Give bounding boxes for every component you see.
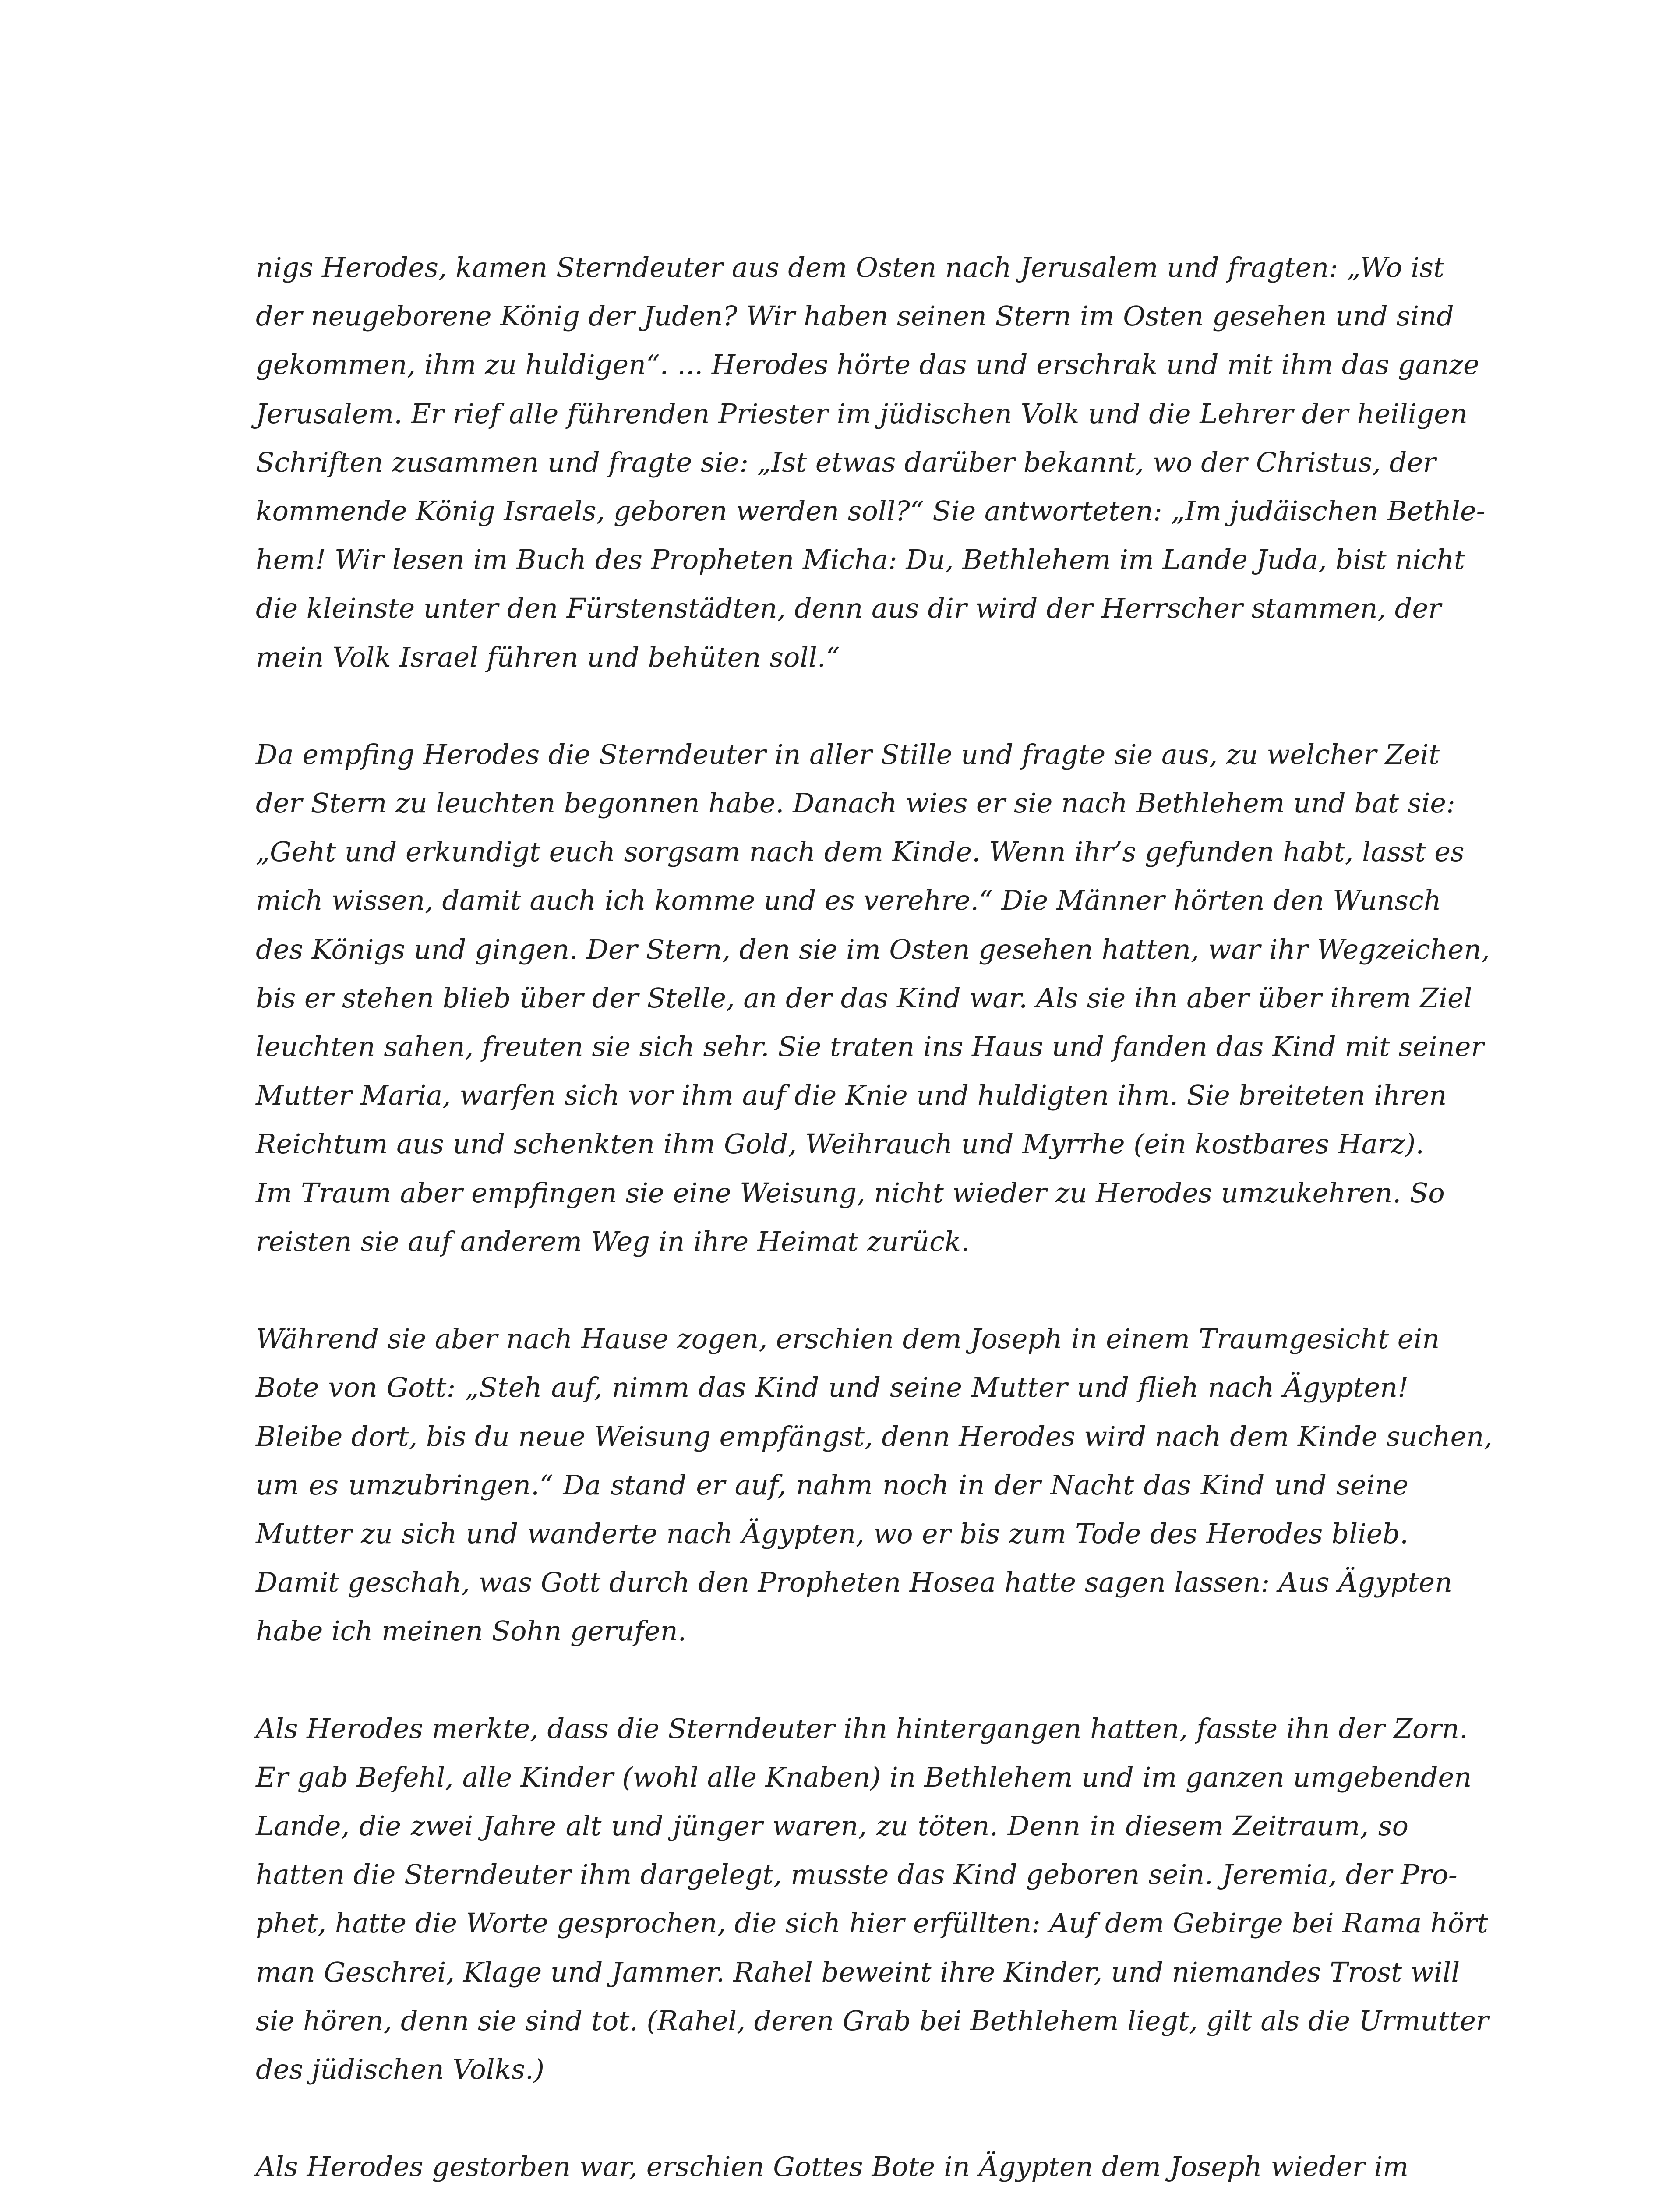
text-line: bis er stehen blieb über der Stelle, an der das Kind war. Als sie ihn aber über ihrem Ziel xyxy=(256,982,1472,1014)
text-line: Als Herodes merkte, dass die Sterndeuter ihn hintergangen hatten, fasste ihn der Zorn. xyxy=(256,1712,1468,1745)
text-line: Bleibe dort, bis du neue Weisung empfängst, denn Herodes wird nach dem Kinde suchen, xyxy=(256,1420,1493,1452)
text-line: sie hören, denn sie sind tot. (Rahel, deren Grab bei Bethlehem liegt, gilt als die Urmutter xyxy=(256,2004,1489,2037)
text-line: mein Volk Israel führen und behüten soll.“ xyxy=(256,641,840,673)
text-line: die kleinste unter den Fürstenstädten, denn aus dir wird der Herrscher stammen, der xyxy=(256,592,1441,625)
text-line: man Geschrei, Klage und Jammer. Rahel beweint ihre Kinder, und niemandes Trost will xyxy=(256,1956,1460,1988)
text-line: Da empfing Herodes die Sterndeuter in aller Stille und fragte sie aus, zu welcher Zeit xyxy=(256,738,1440,770)
text-line: reisten sie auf anderem Weg in ihre Heimat zurück. xyxy=(256,1225,970,1257)
paragraph-gap xyxy=(256,1266,1408,1314)
text-line: der neugeborene König der Juden? Wir haben seinen Stern im Osten gesehen und sind xyxy=(256,300,1454,332)
text-line: „Geht und erkundigt euch sorgsam nach dem Kinde. Wenn ihr’s gefunden habt, lasst es xyxy=(256,836,1465,868)
text-line: um es umzubringen.“ Da stand er auf, nahm noch in der Nacht das Kind und seine xyxy=(256,1469,1408,1501)
paragraph-gap xyxy=(256,1655,1408,1704)
text-line: phet, hatte die Worte gesprochen, die sich hier erfüllten: Auf dem Gebirge bei Rama hört xyxy=(256,1907,1488,1939)
text-line: habe ich meinen Sohn gerufen. xyxy=(256,1615,687,1647)
text-line: Reichtum aus und schenkten ihm Gold, Weihrauch und Myrrhe (ein kostbares Harz). xyxy=(256,1128,1424,1160)
text-line: Damit geschah, was Gott durch den Propheten Hosea hatte sagen lassen: Aus Ägypten xyxy=(256,1566,1452,1599)
text-line: nigs Herodes, kamen Sterndeuter aus dem Osten nach Jerusalem und fragten: „Wo ist xyxy=(256,251,1444,283)
paragraph-gap xyxy=(256,682,1408,730)
text-line: Bote von Gott: „Steh auf, nimm das Kind und seine Mutter und flieh nach Ägypten! xyxy=(256,1371,1408,1404)
text-line: Als Herodes gestorben war, erschien Gottes Bote in Ägypten dem Joseph wieder im xyxy=(256,2151,1408,2183)
text-line: Schriften zusammen und fragte sie: „Ist etwas darüber bekannt, wo der Christus, der xyxy=(256,446,1436,478)
text-line: Während sie aber nach Hause zogen, erschien dem Joseph in einem Traumgesicht ein xyxy=(256,1323,1440,1355)
text-line: Er gab Befehl, alle Kinder (wohl alle Knaben) in Bethlehem und im ganzen umgebenden xyxy=(256,1761,1472,1793)
text-line: leuchten sahen, freuten sie sich sehr. Sie traten ins Haus und fanden das Kind mit seiner xyxy=(256,1031,1484,1063)
text-line: Im Traum aber empfingen sie eine Weisung, nicht wieder zu Herodes umzukehren. So xyxy=(256,1176,1445,1209)
text-line: mich wissen, damit auch ich komme und es verehre.“ Die Männer hörten den Wunsch xyxy=(256,884,1441,917)
text-line: hatten die Sterndeuter ihm dargelegt, musste das Kind geboren sein. Jeremia, der Pro- xyxy=(256,1858,1458,1891)
body-text xyxy=(256,243,1493,2190)
text-line: hem! Wir lesen im Buch des Propheten Micha: Du, Bethlehem im Lande Juda, bist nicht xyxy=(256,544,1465,576)
text-line: Mutter Maria, warfen sich vor ihm auf die Knie und huldigten ihm. Sie breiteten ihren xyxy=(256,1079,1447,1112)
text-line: Mutter zu sich und wanderte nach Ägypten, wo er bis zum Tode des Herodes blieb. xyxy=(256,1517,1408,1550)
text-line: Jerusalem. Er rief alle führenden Priester im jüdischen Volk und die Lehrer der heiligen xyxy=(256,397,1468,430)
text-line: des jüdischen Volks.) xyxy=(256,2053,544,2085)
text-line: des Königs und gingen. Der Stern, den sie im Osten gesehen hatten, war ihr Wegzeichen, xyxy=(256,933,1490,965)
paragraph-gap xyxy=(256,2094,1408,2142)
text-line: kommende König Israels, geboren werden soll?“ Sie antworteten: „Im judäischen Bethle- xyxy=(256,495,1486,527)
text-line: Lande, die zwei Jahre alt und jünger waren, zu töten. Denn in diesem Zeitraum, so xyxy=(256,1810,1408,1842)
text-line: der Stern zu leuchten begonnen habe. Danach wies er sie nach Bethlehem und bat sie: xyxy=(256,787,1455,819)
text-line: gekommen, ihm zu huldigen“. ... Herodes hörte das und erschrak und mit ihm das ganze xyxy=(256,349,1479,381)
